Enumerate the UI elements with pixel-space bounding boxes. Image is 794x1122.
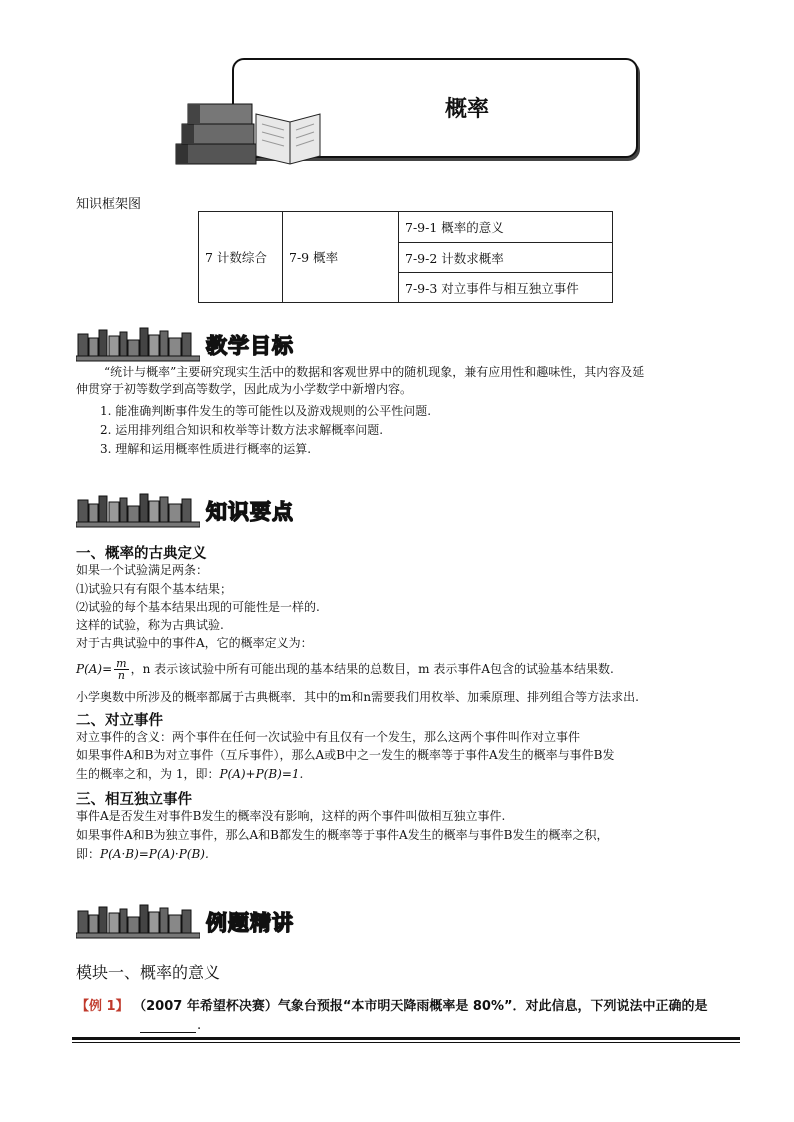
goals-intro-line: 伸贯穿于初等数学到高等数学，因此成为小学数学中新增内容。 bbox=[76, 382, 413, 396]
formula-lhs: P(A)= bbox=[76, 662, 113, 676]
framework-chapter: 7-9 概率 bbox=[283, 212, 399, 303]
fraction bbox=[114, 658, 128, 681]
framework-table bbox=[198, 211, 613, 303]
section-heading: 二、对立事件 bbox=[76, 713, 163, 729]
fraction-denominator: n bbox=[117, 669, 125, 682]
framework-course: 7 计数综合 bbox=[199, 212, 283, 303]
text-line: ⑵试验的每个基本结果出现的可能性是一样的. bbox=[76, 600, 320, 614]
section-heading: 三、相互独立事件 bbox=[76, 792, 192, 808]
framework-item: 7-9-2 计数求概率 bbox=[399, 243, 613, 273]
example-end-punct: . bbox=[197, 1018, 202, 1033]
text-line: 对于古典试验中的事件A，它的概率定义为： bbox=[76, 636, 313, 650]
goal-item: 2. 运用排列组合知识和枚举等计数方法求解概率问题. bbox=[100, 423, 384, 437]
page-rule bbox=[72, 1037, 740, 1040]
text-line bbox=[76, 847, 736, 863]
text-fragment: 即： bbox=[76, 847, 101, 861]
formula: P(A)+P(B)=1. bbox=[219, 767, 304, 781]
section-banner-points bbox=[76, 492, 316, 530]
text-line: ⑴试验只有有限个基本结果； bbox=[76, 582, 233, 596]
text-line: 事件A是否发生对事件B发生的概率没有影响，这样的两个事件叫做相互独立事件. bbox=[76, 809, 506, 823]
example-question bbox=[76, 995, 708, 1014]
formula-explanation: ，n 表示该试验中所有可能出现的基本结果的总数目，m 表示事件A包含的试验基本结果数. bbox=[130, 662, 614, 676]
module-heading: 模块一、概率的意义 bbox=[76, 963, 221, 982]
text-line: 如果一个试验满足两条： bbox=[76, 563, 209, 577]
text-line: 如果事件A和B为独立事件，那么A和B都发生的概率等于事件A发生的概率与事件B发生的概率之积， bbox=[76, 828, 609, 842]
example-text: （2007 年希望杯决赛）气象台预报“本市明天降雨概率是 80%”．对此信息，下列说法中正确的是 bbox=[133, 999, 708, 1014]
example-tag: 【例 1】 bbox=[76, 999, 129, 1014]
goal-item: 1. 能准确判断事件发生的等可能性以及游戏规则的公平性问题. bbox=[100, 404, 432, 418]
probability-formula-line bbox=[76, 658, 736, 681]
bookshelf-banner-icon bbox=[76, 903, 200, 941]
section-title: 知识要点 bbox=[206, 500, 294, 524]
page-rule bbox=[72, 1042, 740, 1043]
formula: P(A·B)=P(A)·P(B). bbox=[100, 847, 209, 861]
page-title: 概率 bbox=[444, 97, 489, 122]
section-banner-examples bbox=[76, 903, 316, 941]
section-title: 教学目标 bbox=[206, 334, 294, 358]
bookshelf-banner-icon bbox=[76, 326, 200, 364]
bookshelf-banner-icon bbox=[76, 492, 200, 530]
framework-item: 7-9-1 概率的意义 bbox=[399, 212, 613, 243]
text-line: 这样的试验，称为古典试验. bbox=[76, 618, 224, 632]
text-fragment: 生的概率之和，为 1，即： bbox=[76, 767, 220, 781]
goal-item: 3. 理解和运用概率性质进行概率的运算. bbox=[100, 442, 312, 456]
goals-intro-line: “统计与概率”主要研究现实生活中的数据和客观世界中的随机现象，兼有应用性和趣味性，其内容及延 bbox=[104, 365, 645, 379]
section-banner-goals bbox=[76, 326, 316, 364]
answer-blank[interactable] bbox=[140, 1018, 196, 1033]
text-line bbox=[76, 767, 736, 783]
section-title: 例题精讲 bbox=[206, 911, 294, 935]
framework-label: 知识框架图 bbox=[76, 197, 142, 212]
text-line: 如果事件A和B为对立事件（互斥事件），那么A或B中之一发生的概率等于事件A发生的概率与事件B发 bbox=[76, 748, 615, 762]
text-line: 对立事件的含义：两个事件在任何一次试验中有且仅有一个发生，那么这两个事件叫作对立事件 bbox=[76, 730, 581, 744]
fraction-numerator: m bbox=[116, 657, 127, 670]
section-heading: 一、概率的古典定义 bbox=[76, 546, 207, 562]
stack-of-books-icon bbox=[172, 100, 322, 170]
text-line: 小学奥数中所涉及的概率都属于古典概率．其中的m和n需要我们用枚举、加乘原理、排列组合等方法求出. bbox=[76, 690, 639, 704]
framework-item: 7-9-3 对立事件与相互独立事件 bbox=[399, 273, 613, 303]
